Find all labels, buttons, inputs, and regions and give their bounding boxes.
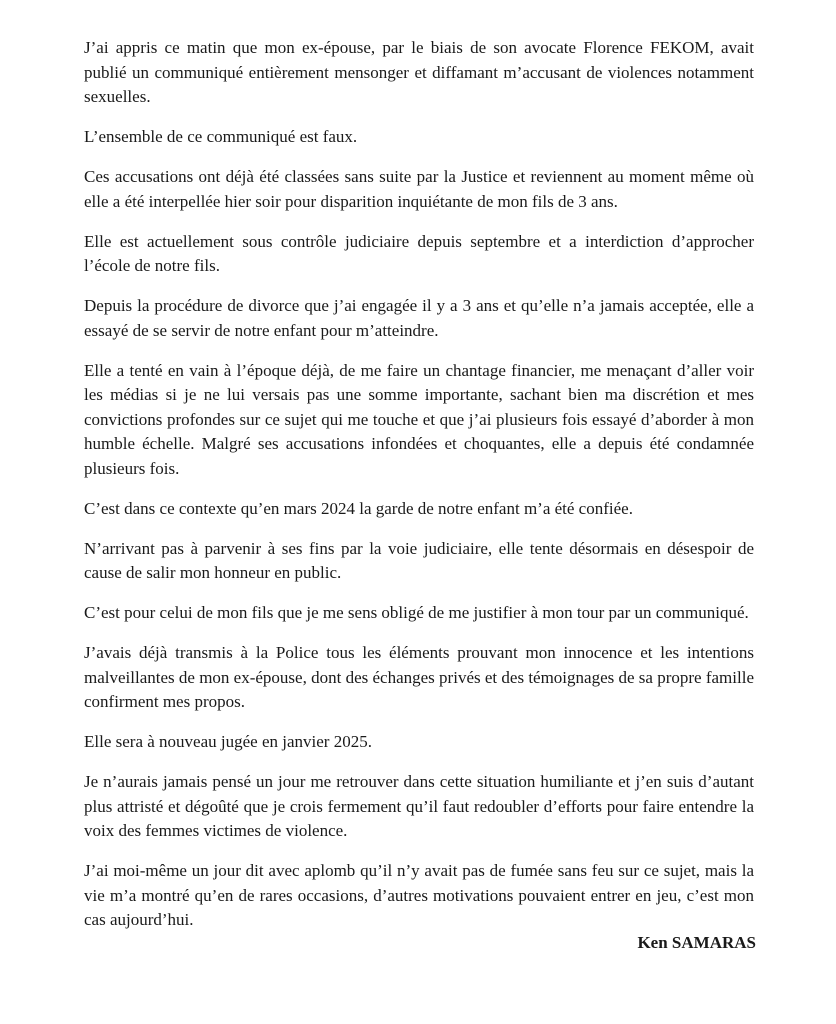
paragraph: C’est dans ce contexte qu’en mars 2024 la garde de notre enfant m’a été confiée.: [84, 498, 633, 518]
paragraph: Depuis la procédure de divorce que j’ai engagée il y a 3 ans et qu’elle n’a jamais acceptée, elle a essayé de se servir de notre enfant pour m’atteindre.: [84, 296, 754, 340]
paragraph: Ces accusations ont déjà été classées sans suite par la Justice et reviennent au moment même où elle a été interpellée hier soir pour disparition inquiétante de mon fils de 3 ans.: [84, 167, 754, 211]
paragraph: J’ai appris ce matin que mon ex-épouse, par le biais de son avocate Florence FEKOM, avait publié un communiqué entièrement mensonger et diffamant m’accusant de violences notamment sexuelles.: [84, 38, 754, 106]
paragraph: C’est pour celui de mon fils que je me sens obligé de me justifier à mon tour par un communiqué.: [84, 603, 749, 622]
signature: Ken SAMARAS: [637, 933, 756, 952]
paragraph: L’ensemble de ce communiqué est faux.: [84, 127, 358, 146]
paragraph: Elle a tenté en vain à l’époque déjà, de me faire un chantage financier, me menaçant d’aller voir les médias si je ne lui versais pas une somme importante, sachant bien ma discrétion et mes convictions profondes sur ce sujet qui me touche et que j’ai plusieurs fois essayé d’aborder à mon humble échelle. Malgré ses accusations infondées et choquantes, elle a depuis été condamnée plusieurs fois.: [84, 360, 754, 478]
paragraph: Je n’aurais jamais pensé un jour me retrouver dans cette situation humiliante et j’en suis d’autant plus attristé et dégoûté que je crois fermement qu’il faut redoubler d’efforts pour faire entendre la voix des femmes victimes de violence.: [84, 772, 754, 840]
paragraph: J’ai moi-même un jour dit avec aplomb qu’il n’y avait pas de fumée sans feu sur ce sujet, mais la vie m’a montré qu’en de rares occasions, d’autres motivations pouvaient entrer en jeu, c’est mon cas aujourd’hui.: [84, 861, 754, 929]
paragraph: Elle est actuellement sous contrôle judiciaire depuis septembre et a interdiction d’approcher l’école de notre fils.: [84, 231, 754, 275]
letter-body: [84, 36, 754, 948]
paragraph: N’arrivant pas à parvenir à ses fins par la voie judiciaire, elle tente désormais en désespoir de cause de salir mon honneur en public.: [84, 538, 754, 582]
paragraph: Elle sera à nouveau jugée en janvier 2025.: [84, 732, 372, 751]
paragraph: J’avais déjà transmis à la Police tous les éléments prouvant mon innocence et les intentions malveillantes de mon ex-épouse, dont des échanges privés et des témoignages de sa propre famille confirment mes propos.: [84, 643, 754, 711]
